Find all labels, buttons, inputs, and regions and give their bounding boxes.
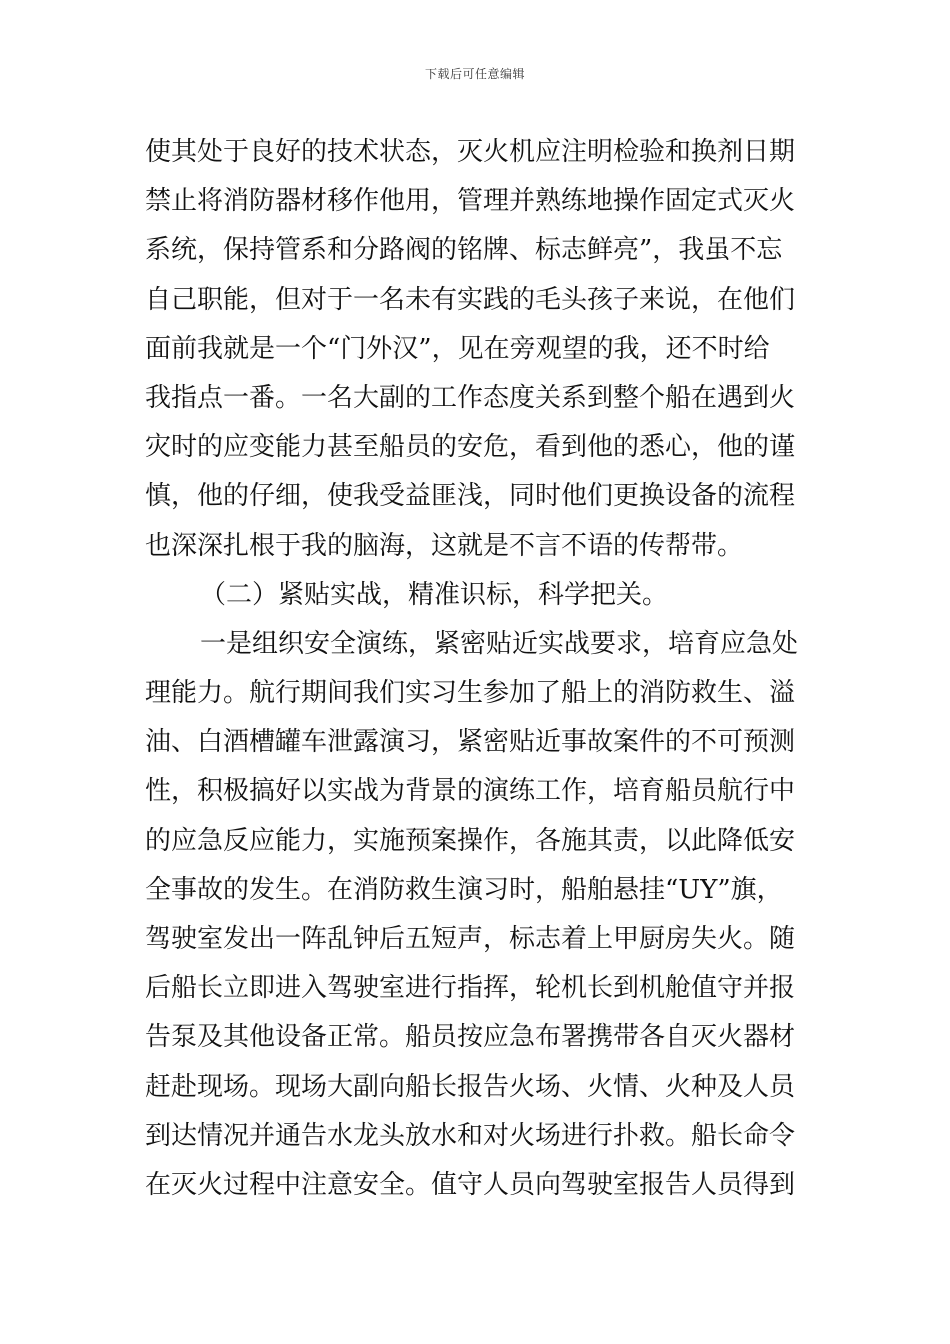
text-line: 理能力。航行期间我们实习生参加了船上的消防救生、溢 [145, 678, 796, 709]
text-line: 面前我就是一个“门外汉”，见在旁观望的我，还不时给 [145, 333, 770, 364]
text-line: 也深深扎根于我的脑海，这就是不言不语的传帮带。 [145, 530, 744, 561]
page-header: 下载后可任意编辑 [424, 67, 525, 81]
text-line: 自己职能，但对于一名未有实践的毛头孩子来说，在他们 [145, 284, 796, 315]
text-line: 后船长立即进入驾驶室进行指挥，轮机长到机舱值守并报 [145, 973, 796, 1004]
text-line: 性，积极搞好以实战为背景的演练工作，培育船员航行中 [145, 776, 796, 807]
text-line: 赶赴现场。现场大副向船长报告火场、火情、火种及人员 [145, 1071, 796, 1102]
text-line: 灾时的应变能力甚至船员的安危，看到他的悉心，他的谨 [145, 432, 796, 463]
text-line: 到达情况并通告水龙头放水和对火场进行扑救。船长命令 [145, 1120, 796, 1151]
text-line: 我指点一番。一名大副的工作态度关系到整个船在遇到火 [145, 382, 796, 413]
text-line: 告泵及其他设备正常。船员按应急布署携带各自灭火器材 [145, 1022, 796, 1053]
text-line: 的应急反应能力，实施预案操作，各施其责，以此降低安 [145, 825, 796, 856]
text-line: 慎，他的仔细，使我受益匪浅，同时他们更换设备的流程 [145, 481, 796, 512]
text-line: 系统，保持管系和分路阀的铭牌、标志鲜亮”，我虽不忘 [145, 235, 783, 266]
text-line: 全事故的发生。在消防救生演习时，船舶悬挂“UY”旗， [145, 874, 783, 905]
paragraph-start: 一是组织安全演练，紧密贴近实战要求，培育应急处 [200, 628, 799, 659]
section-heading: （二）紧贴实战，精准识标，科学把关。 [200, 579, 669, 610]
text-line: 使其处于良好的技术状态，灭火机应注明检验和换剂日期 [145, 137, 796, 167]
text-line: 在灭火过程中注意安全。值守人员向驾驶室报告人员得到 [145, 1169, 796, 1200]
text-line: 驾驶室发出一阵乱钟后五短声，标志着上甲厨房失火。随 [145, 924, 796, 954]
text-line: 禁止将消防器材移作他用，管理并熟练地操作固定式灭火 [145, 186, 796, 217]
text-line: 油、白酒槽罐车泄露演习，紧密贴近事故案件的不可预测 [145, 727, 796, 758]
document-body [145, 128, 810, 1210]
